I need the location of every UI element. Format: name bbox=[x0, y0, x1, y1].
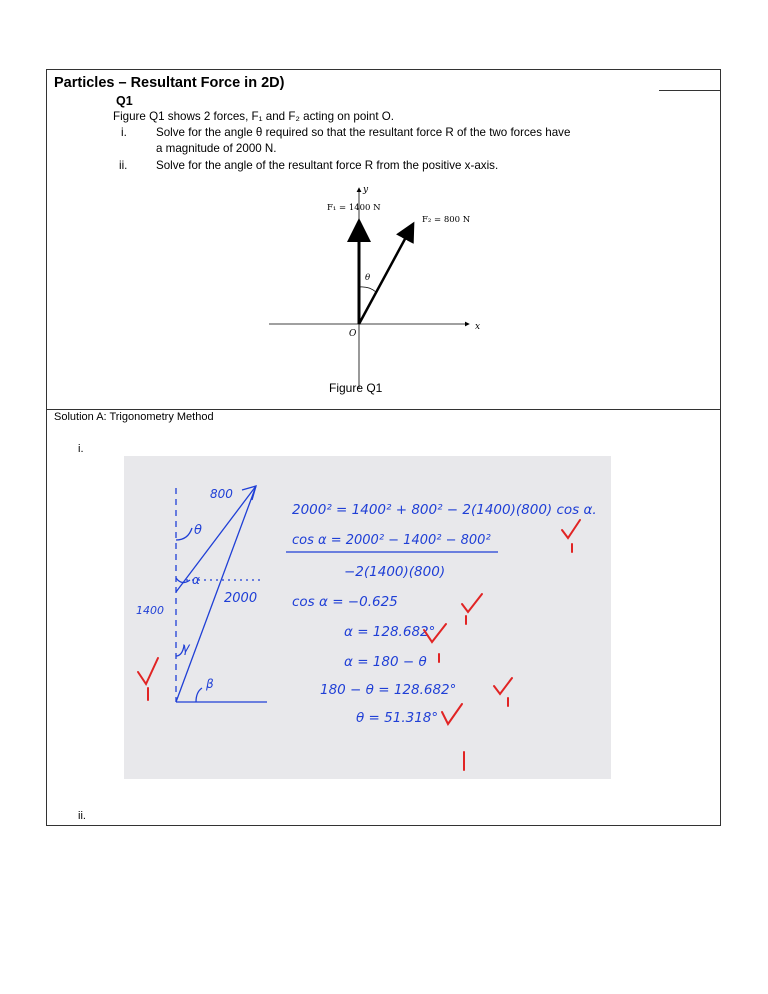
working-line: α = 128.682° bbox=[344, 624, 436, 640]
origin-label: O bbox=[349, 329, 357, 339]
solution-title: Solution A: Trigonometry Method bbox=[54, 411, 214, 423]
theta-label: θ bbox=[365, 273, 371, 283]
part-text-line: Solve for the angle of the resultant force R from the positive x-axis. bbox=[156, 159, 499, 172]
sketch-label-2000: 2000 bbox=[224, 591, 258, 606]
y-axis-label: y bbox=[363, 185, 369, 195]
solution-part-ii: ii. bbox=[78, 810, 86, 822]
working-line: cos α = 2000² − 1400² − 800² bbox=[292, 533, 491, 548]
sketch-label-gamma: γ bbox=[182, 641, 190, 656]
f1-label: F₁ = 1400 N bbox=[327, 203, 381, 213]
part-number: ii. bbox=[119, 159, 128, 172]
part-number: i. bbox=[121, 126, 127, 139]
sketch-label-beta: β bbox=[206, 677, 214, 691]
check-mark-icon bbox=[462, 594, 482, 612]
part-text-line: a magnitude of 2000 N. bbox=[156, 142, 277, 155]
working-line: θ = 51.318° bbox=[356, 710, 439, 726]
check-mark-icon bbox=[494, 678, 512, 694]
working-line: −2(1400)(800) bbox=[344, 564, 446, 580]
force-diagram bbox=[269, 184, 499, 394]
working-line: 180 − θ = 128.682° bbox=[320, 682, 457, 698]
f2-label: F₂ = 800 N bbox=[422, 215, 471, 225]
page-title: Particles – Resultant Force in 2D) bbox=[54, 75, 285, 91]
sketch-label-1400: 1400 bbox=[136, 604, 164, 617]
working-line: 2000² = 1400² + 800² − 2(1400)(800) cos α. bbox=[292, 502, 597, 518]
part-text-line: Solve for the angle θ required so that the resultant force R of the two forces have bbox=[156, 126, 571, 139]
x-axis-label: x bbox=[475, 322, 481, 332]
check-mark-icon bbox=[562, 520, 580, 538]
header-rule bbox=[659, 90, 721, 91]
check-mark-icon bbox=[442, 704, 462, 724]
sketch-label-800: 800 bbox=[210, 487, 233, 501]
theta-arc bbox=[359, 287, 376, 292]
question-table bbox=[46, 69, 721, 826]
working-line: cos α = −0.625 bbox=[292, 594, 398, 610]
question-label: Q1 bbox=[116, 94, 133, 108]
sketch-label-theta: θ bbox=[194, 523, 202, 538]
check-mark-icon bbox=[138, 658, 158, 684]
sketch-label-alpha: α bbox=[192, 573, 200, 587]
working-line: α = 180 − θ bbox=[344, 654, 427, 670]
figure-caption: Figure Q1 bbox=[329, 381, 383, 395]
handwritten-solution-image bbox=[124, 456, 611, 779]
solution-part-i: i. bbox=[78, 443, 84, 455]
row-divider bbox=[47, 409, 720, 410]
question-intro: Figure Q1 shows 2 forces, F₁ and F₂ acting on point O. bbox=[113, 110, 394, 123]
